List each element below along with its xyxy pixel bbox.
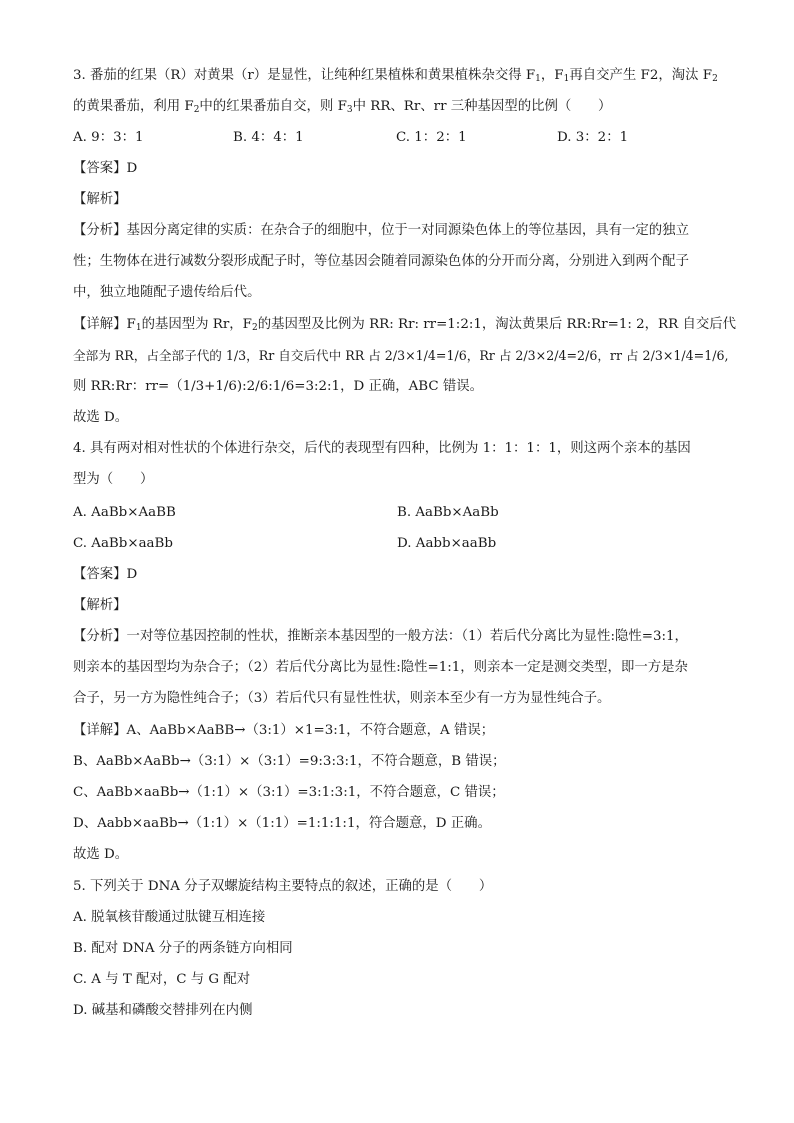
q4-option-b: B. AaBb×AaBb <box>397 505 499 520</box>
q4-stem-line2: 型为（ ） <box>73 472 154 487</box>
q4-conclusion: 故选 D。 <box>73 847 129 862</box>
q3-stem-line1: 3. 番茄的红果（R）对黄果（r）是显性，让纯种红果植株和黄果植株杂交得 $F_1$，$F_1$再自交产生 F2，淘汰 $F_2$ <box>73 68 718 84</box>
q3-option-c: C. 1：2：1 <box>396 130 467 145</box>
q4-detail-line3: C、AaBb×aaBb→（1:1）×（3:1）=3:1:3:1，不符合题意，C 错误； <box>73 785 505 800</box>
q3-analysis-title: 【解析】 <box>73 192 127 207</box>
q3-detail-line3: 则 RR:Rr：rr=（1/3+1/6):2/6:1/6=3:2:1，D 正确，ABC 错误。 <box>73 379 484 394</box>
q3-option-d: D. 3：2：1 <box>557 130 629 145</box>
q5-option-a: A. 脱氧核苷酸通过肽键互相连接 <box>73 910 266 925</box>
q4-fenxi-line2: 则亲本的基因型均为杂合子；（2）若后代分离比为显性:隐性=1:1，则亲本一定是测交类型，即一方是杂 <box>73 660 688 675</box>
q3-detail-line2: 全部为 RR，占全部子代的 1/3，Rr 自交后代中 RR 占 2/3×1/4=1/6，Rr 占 2/3×2/4=2/6，rr 占 2/3×1/4=1/6, <box>73 348 729 363</box>
q4-fenxi-line1: 【分析】一对等位基因控制的性状，推断亲本基因型的一般方法：（1）若后代分离比为显性:隐性=3:1， <box>73 629 688 644</box>
q3-fenxi-line2: 性；生物体在进行减数分裂形成配子时，等位基因会随着同源染色体的分开而分离，分别进入到两个配子 <box>73 254 689 269</box>
q4-option-a: A. AaBb×AaBB <box>73 505 176 520</box>
q5-option-b: B. 配对 DNA 分子的两条链方向相同 <box>73 941 293 956</box>
q3-fenxi-line1: 【分析】基因分离定律的实质：在杂合子的细胞中，位于一对同源染色体上的等位基因，具有一定的独立 <box>73 223 689 238</box>
q3-fenxi-line3: 中，独立地随配子遗传给后代。 <box>73 285 261 300</box>
q5-stem-line1: 5. 下列关于 DNA 分子双螺旋结构主要特点的叙述，正确的是（ ） <box>73 879 493 894</box>
q4-detail-line4: D、Aabb×aaBb→（1:1）×（1:1）=1:1:1:1，符合题意，D 正确。 <box>73 816 491 831</box>
q3-stem-line2: 的黄果番茄，利用 $F_2$中的红果番茄自交，则 $F_3$中 RR、Rr、rr 三种基因型的比例（ ） <box>73 99 612 115</box>
q4-stem-line1: 4. 具有两对相对性状的个体进行杂交，后代的表现型有四种，比例为 1：1：1：1，则这两个亲本的基因 <box>73 441 691 456</box>
q5-option-d: D. 碱基和磷酸交替排列在内侧 <box>73 1003 253 1018</box>
q3-detail-line1: 【详解】$F_1$的基因型为 Rr，$F_2$的基因型及比例为 RR: Rr: rr=1:2:1，淘汰黄果后 RR:Rr=1: 2，RR 自交后代 <box>73 317 737 333</box>
q4-option-d: D. Aabb×aaBb <box>397 536 497 551</box>
q5-option-c: C. A 与 T 配对，C 与 G 配对 <box>73 972 251 987</box>
q4-option-c: C. AaBb×aaBb <box>73 536 173 551</box>
q4-detail-line2: B、AaBb×AaBb→（3:1）×（3:1）=9:3:3:1，不符合题意，B 错误； <box>73 754 506 769</box>
q4-fenxi-line3: 合子，另一方为隐性纯合子；（3）若后代只有显性性状，则亲本至少有一方为显性纯合子。 <box>73 691 611 706</box>
q4-detail-line1: 【详解】A、AaBb×AaBB→（3:1）×1=3:1，不符合题意，A 错误； <box>73 723 495 738</box>
q3-option-a: A. 9：3：1 <box>73 130 144 145</box>
q3-conclusion: 故选 D。 <box>73 410 129 425</box>
q3-answer: 【答案】D <box>73 161 138 176</box>
q3-option-b: B. 4：4：1 <box>233 130 304 145</box>
q4-analysis-title: 【解析】 <box>73 598 127 613</box>
q4-answer: 【答案】D <box>73 567 138 582</box>
